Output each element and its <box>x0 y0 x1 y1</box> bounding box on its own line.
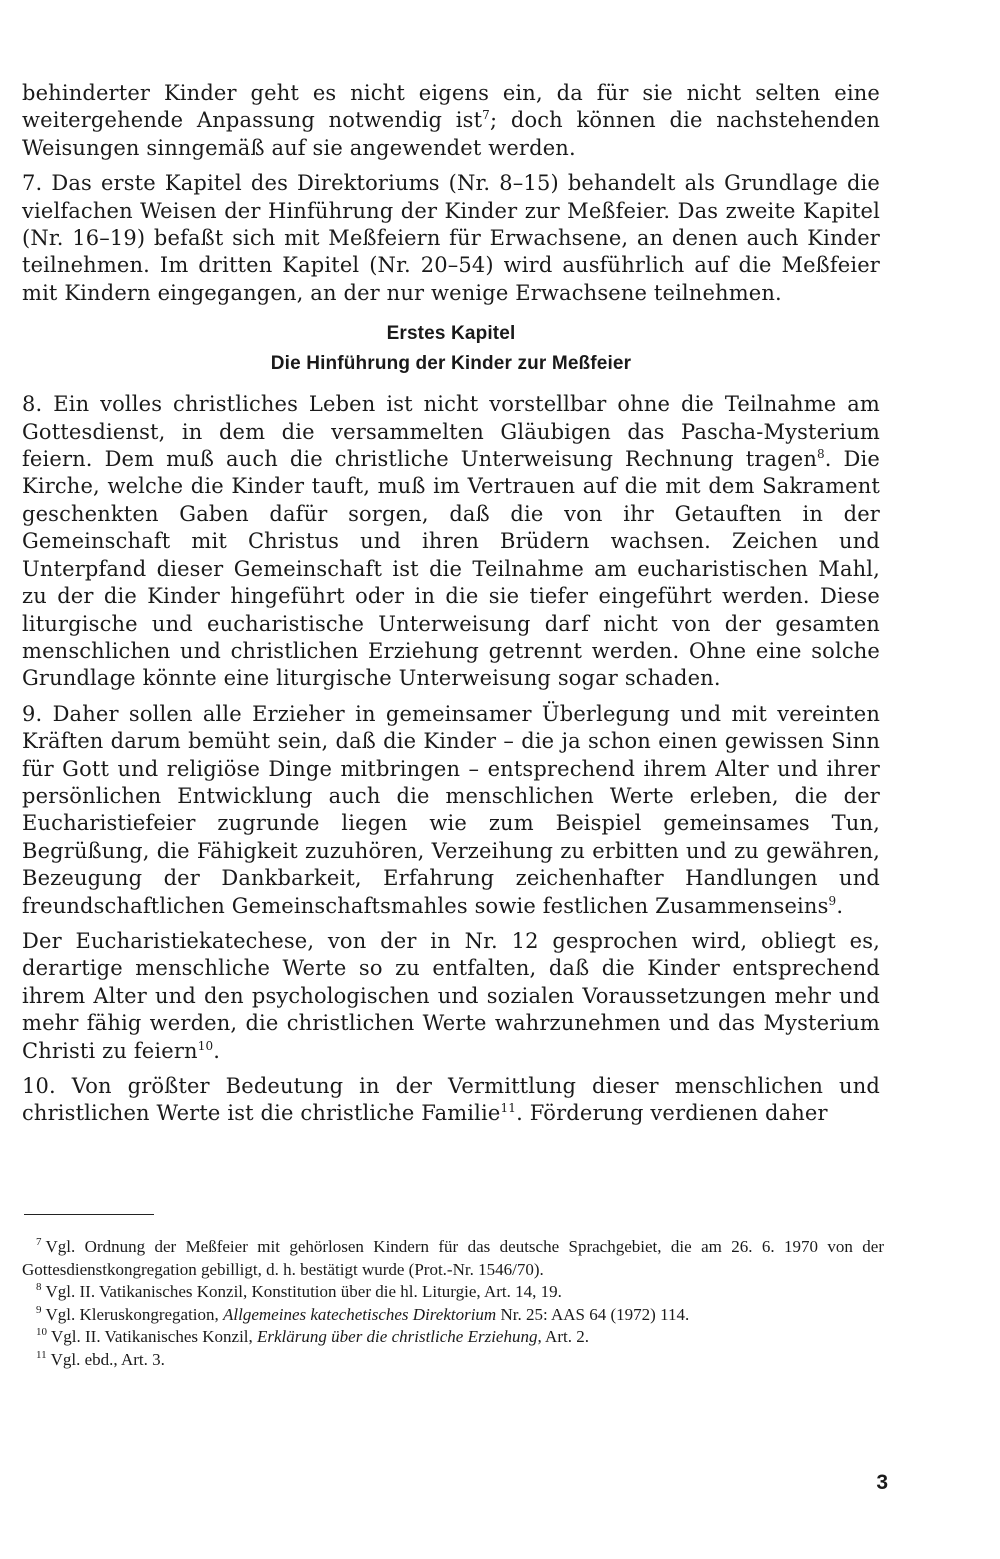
footnote-ref-10[interactable]: 10 <box>197 1038 214 1053</box>
footnote-ref-11[interactable]: 11 <box>500 1101 517 1116</box>
paragraph-7: 7. Das erste Kapitel des Direktoriums (Nr. 8–15) behandelt als Grundlage die vielfachen Weisen der Hinführung der Kinder zur Meßfeier. Das zweite Kapitel (Nr. 16–19) befaßt sich mit Meßfeiern für Erwachsene, an denen auch Kinder teilnehmen. Im dritten Kapitel (Nr. 20–54) wird ausführlich auf die Meßfeier mit Kindern eingegangen, an der nur wenige Erwachsene teilnehmen. <box>22 171 880 305</box>
chapter-label: Erstes Kapitel <box>386 323 516 345</box>
chapter-title: Die Hinführung der Kinder zur Meßfeier <box>270 353 632 375</box>
footnote-8: $^8$ Vgl. II. Vatikanisches Konzil, Konstitution über die hl. Liturgie, Art. 14, 19. <box>36 1281 562 1301</box>
footnote-9: $^9$ Vgl. Kleruskongregation, Allgemeines katechetisches Direktorium Nr. 25: AAS 64 (1972) 114. <box>36 1303 690 1324</box>
paragraph-8: 8. Ein volles christliches Leben ist nicht vorstellbar ohne die Teilnahme am Gottesdienst, in dem die versammelten Gläubigen das Pascha-Mysterium feiern. Dem muß auch die christliche Unterweisung Rechnung tragen$^8$. Die Kirche, welche die Kinder tauft, muß im Vertrauen auf die mit dem Sakrament geschenkten Gaben dafür sorgen, daß die von ihr Getauften in der Gemeinschaft mit Christus und ihren Brüdern wachsen. Zeichen und Unterpfand dieser Gemeinschaft ist die Teilnahme am eucharistischen Mahl, zu der die Kinder hingeführt oder in die sie tiefer eingeführt werden. Diese liturgische und eucharistische Unterweisung darf nicht von der gesamten menschlichen und christlichen Erziehung getrennt werden. Ohne eine solche Grundlage könnte eine liturgische Unterweisung sogar schaden. <box>22 392 880 691</box>
page-number: 3 <box>876 1471 888 1494</box>
footnote-ref-7[interactable]: 7 <box>482 108 490 123</box>
footnotes <box>22 1236 884 1371</box>
paragraph-continuation: behinderter Kinder geht es nicht eigens ein, da für sie nicht selten eine weitergehende Anpassung notwendig ist$^7$; doch können die nachstehenden Weisungen sinngemäß auf sie angewendet werden. <box>22 81 881 160</box>
footnote-10: $^{10}$ Vgl. II. Vatikanisches Konzil, Erklärung über die christliche Erziehung, Art. 2. <box>36 1326 589 1346</box>
paragraph-9: 9. Daher sollen alle Erzieher in gemeinsamer Überlegung und mit vereinten Kräften darum bemüht sein, daß die Kinder – die ja schon einen gewissen Sinn für Gott und religiöse Dinge mitbringen – entsprechend ihrem Alter und ihrer persönlichen Entwicklung auch die menschlichen Werte erleben, die der Eucharistiefeier zugrunde liegen wie zum Beispiel gemeinsames Tun, Begrüßung, die Fähigkeit zuzuhören, Verzeihung zu erbitten und zu gewähren, Bezeugung der Dankbarkeit, Erfahrung zeichenhafter Handlungen und freundschaftlichen Gemeinschaftsmahles sowie festlichen Zusammenseins$^9$. <box>22 701 880 918</box>
footnote-7: $^7$ Vgl. Ordnung der Meßfeier mit gehörlosen Kindern für das deutsche Sprachgebiet, die am 26. 6. 1970 von der Gottesdienstkongregation gebilligt, d. h. bestätigt wurde (Prot.-Nr. 1546/70). <box>22 1236 884 1279</box>
main-text <box>22 80 880 1128</box>
paragraph-9-continued: Der Eucharistiekatechese, von der in Nr. 12 gesprochen wird, obliegt es, derartige menschliche Werte so zu entfalten, daß die Kinder entsprechend ihrem Alter und den psychologischen und sozialen Voraussetzungen mehr und mehr fähig werden, die christlichen Werte wahrzunehmen und das Mysterium Christi zu feiern$^{10}$. <box>22 928 880 1063</box>
footnote-ref-8[interactable]: 8 <box>817 447 825 462</box>
footnote-separator <box>24 1214 154 1215</box>
footnote-11: $^{11}$ Vgl. ebd., Art. 3. <box>36 1348 165 1369</box>
footnote-ref-9[interactable]: 9 <box>828 893 837 908</box>
paragraph-10: 10. Von größter Bedeutung in der Vermittlung dieser menschlichen und christlichen Werte ist die christliche Familie$^{11}$. Förderung verdienen daher <box>22 1074 880 1126</box>
